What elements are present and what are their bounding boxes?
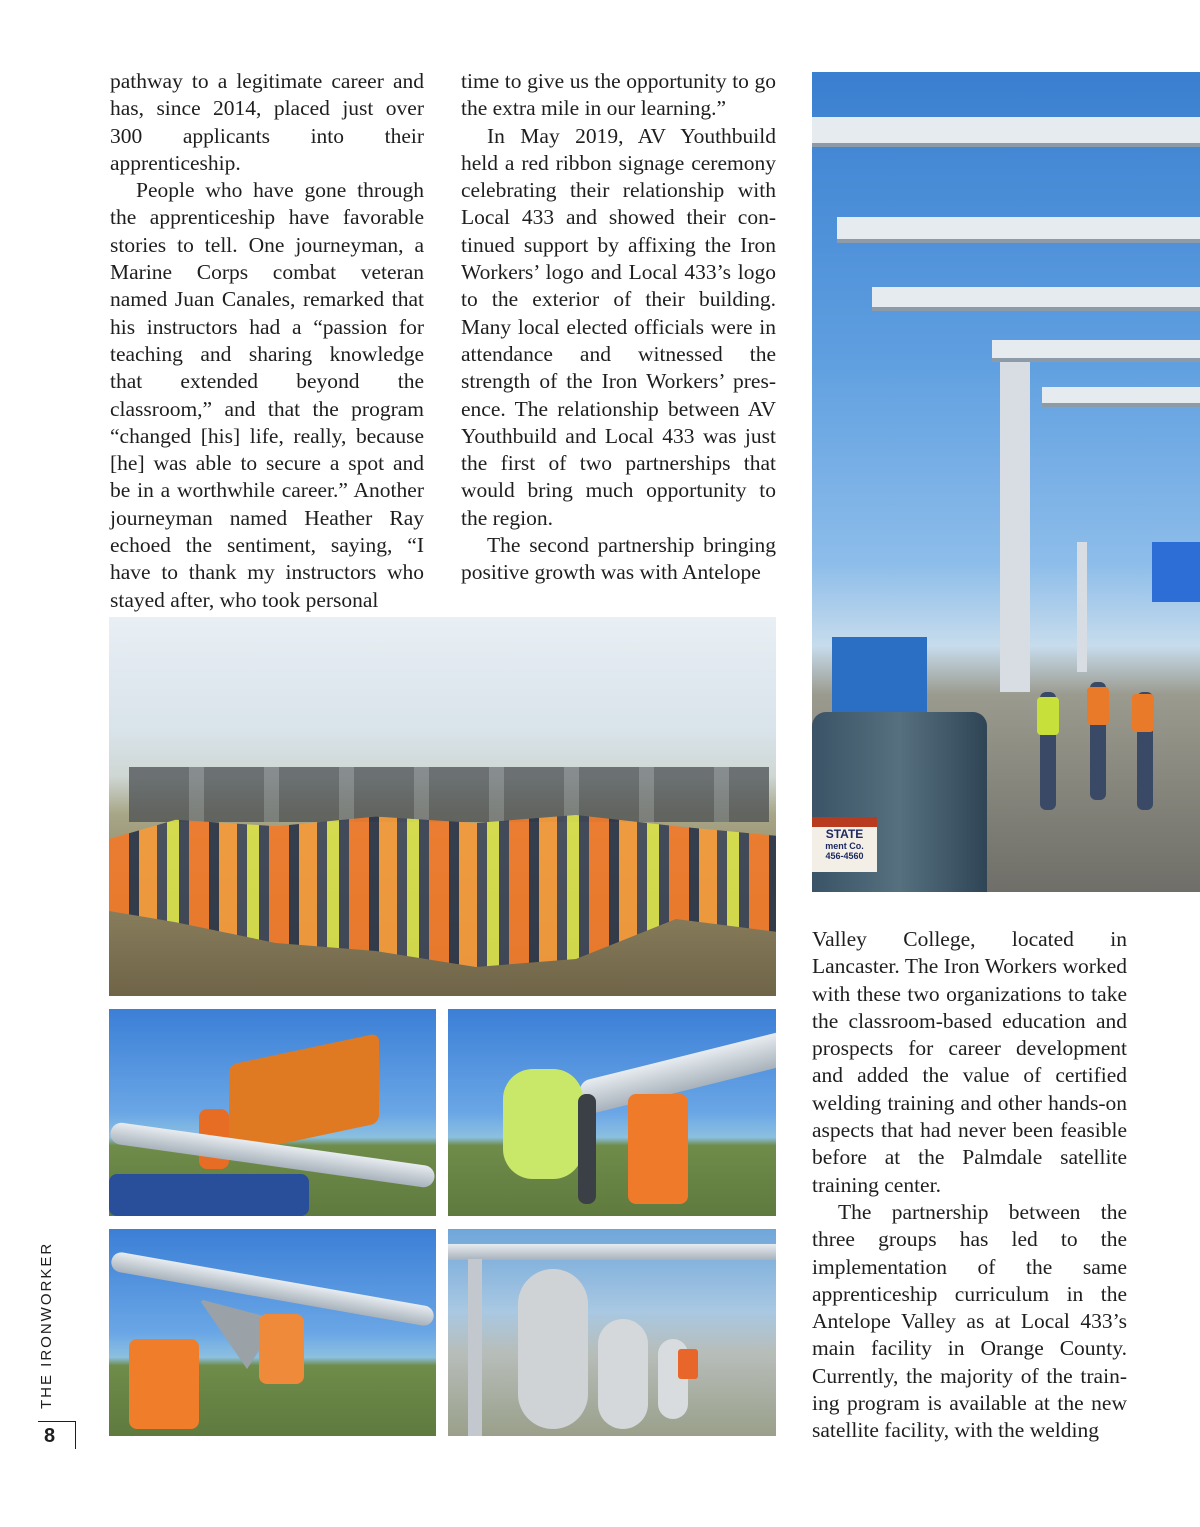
- paragraph: In May 2019, AV Youthbuild held a red ribbon signage ceremony celebrating their relationship with Local 433 and showed their continued support by affixing the Iron Workers’ logo and Local 433’s logo to the exterior of their building. Many local elected officials were in attendance and witnessed the strength of the Iron Workers’ presence. The relationship between AV Youthbuild and Local 433 was just the first of two partnerships that would bring much opportunity to the region.: [461, 123, 776, 530]
- page-number: 8: [44, 1425, 56, 1447]
- paragraph: Valley College, located in Lancaster. The Iron Workers worked with these two organizations to take the classroom-based education and prospects for career development and added the value of certified welding training and other hands-on aspects that had never been feasible before at the Palmdale satellite training center.: [812, 927, 1127, 1197]
- paragraph: time to give us the opportunity to go the extra mile in our learning.”: [461, 69, 776, 121]
- rail-install-photo: [448, 1009, 776, 1216]
- paragraph: The second partnership bringing positive growth was with Antelope: [461, 533, 776, 585]
- company-sticker: [812, 817, 877, 872]
- paragraph: The partnership between the three groups has led to the implementation of the same apprenticeship curriculum in the Antelope Valley as at Local 433’s main facility in Orange County. Currently, the majority of the training program is available at the new satellite facility, with the welding: [812, 1199, 1127, 1443]
- text-column-2: [461, 68, 776, 587]
- sticker-text: STATE: [825, 827, 864, 841]
- text-column-3: [812, 926, 1127, 1445]
- steel-structure-photo: [812, 72, 1200, 892]
- paragraph: pathway to a legitimate career and has, since 2014, placed just over 300 applicants into their apprenticeship.: [110, 69, 424, 175]
- footer-divider: [75, 1421, 76, 1449]
- text-column-1: [110, 68, 424, 614]
- footer-divider: [38, 1421, 76, 1422]
- sticker-text: 456-4560: [825, 851, 864, 861]
- crouching-workers-photo: [109, 1229, 436, 1436]
- group-photo: [109, 617, 776, 996]
- sticker-text: ment Co.: [825, 841, 864, 851]
- telehandler-photo: [109, 1009, 436, 1216]
- publication-title: THE IRONWORKER: [38, 1242, 55, 1410]
- tracker-gears-photo: [448, 1229, 776, 1436]
- paragraph: People who have gone through the apprenticeship have favorable stories to tell. One journeyman, a Marine Corps combat veteran named Juan Canales, remarked that his instructors had a “passion for teaching and sharing knowledge that extended beyond the classroom,” and that the program “changed [his] life, really, because [he] was able to secure a spot and be in a worthwhile career.” Another journeyman named Heather Ray echoed the sentiment, saying, “I have to thank my instructors who stayed after, who took personal: [110, 178, 424, 612]
